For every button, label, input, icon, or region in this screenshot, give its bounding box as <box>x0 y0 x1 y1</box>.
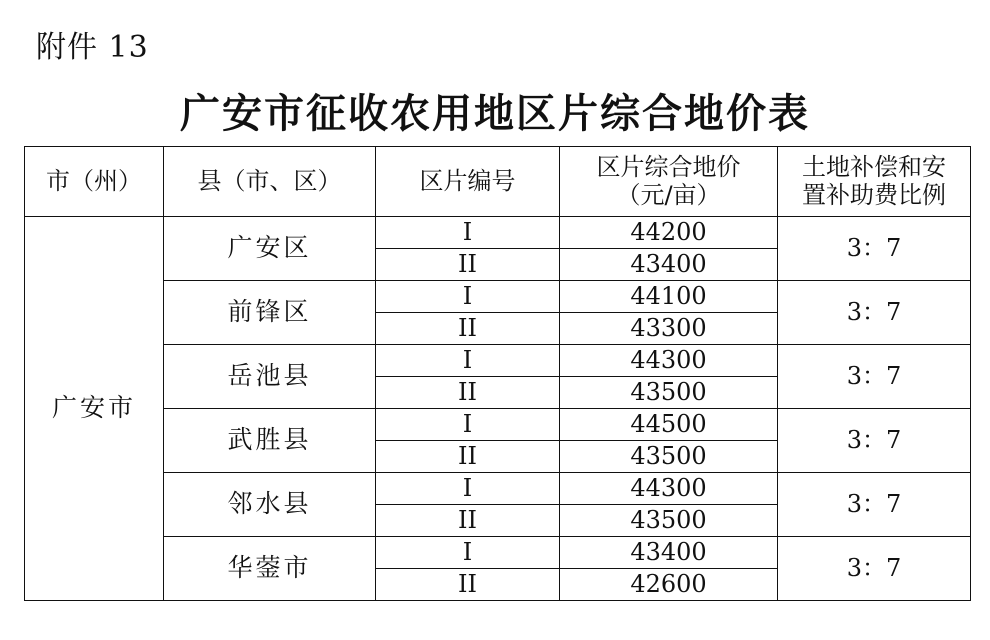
zone-cell: II <box>376 505 560 537</box>
table-row <box>25 281 971 313</box>
col-header-ratio-line1: 土地补偿和安 <box>802 152 946 181</box>
table-row <box>25 345 971 377</box>
table-row <box>25 537 971 569</box>
price-cell: 43500 <box>560 505 778 537</box>
price-cell: 44100 <box>560 281 778 313</box>
col-header-ratio-line2: 置补助费比例 <box>802 180 946 209</box>
ratio-cell: 3：7 <box>778 473 971 537</box>
ratio-cell: 3：7 <box>778 345 971 409</box>
col-header-price-line2: （元/亩） <box>616 180 721 209</box>
price-cell: 42600 <box>560 569 778 601</box>
city-cell: 广安市 <box>25 217 164 601</box>
county-cell: 邻水县 <box>164 473 376 537</box>
ratio-cell: 3：7 <box>778 409 971 473</box>
zone-cell: I <box>376 537 560 569</box>
zone-cell: I <box>376 409 560 441</box>
ratio-cell: 3：7 <box>778 537 971 601</box>
table-row <box>25 217 971 249</box>
col-header-price-line1: 区片综合地价 <box>596 152 741 181</box>
price-cell: 44300 <box>560 473 778 505</box>
zone-cell: I <box>376 217 560 249</box>
price-cell: 44300 <box>560 345 778 377</box>
price-cell: 43500 <box>560 377 778 409</box>
county-cell: 广安区 <box>164 217 376 281</box>
zone-cell: II <box>376 377 560 409</box>
county-cell: 华蓥市 <box>164 537 376 601</box>
table-row <box>25 409 971 441</box>
ratio-cell: 3：7 <box>778 281 971 345</box>
attachment-label: 附件 13 <box>36 30 149 65</box>
col-header-price <box>560 147 778 217</box>
price-cell: 43500 <box>560 441 778 473</box>
county-cell: 前锋区 <box>164 281 376 345</box>
col-header-zone: 区片编号 <box>376 147 560 217</box>
land-price-table <box>24 146 971 601</box>
table-header-row <box>25 147 971 217</box>
zone-cell: II <box>376 441 560 473</box>
price-cell: 43400 <box>560 537 778 569</box>
price-cell: 43300 <box>560 313 778 345</box>
county-cell: 武胜县 <box>164 409 376 473</box>
col-header-ratio <box>778 147 971 217</box>
table-row <box>25 473 971 505</box>
zone-cell: I <box>376 345 560 377</box>
price-cell: 44200 <box>560 217 778 249</box>
price-cell: 44500 <box>560 409 778 441</box>
ratio-cell: 3：7 <box>778 217 971 281</box>
zone-cell: I <box>376 281 560 313</box>
zone-cell: I <box>376 473 560 505</box>
zone-cell: II <box>376 313 560 345</box>
col-header-county: 县（市、区） <box>164 147 376 217</box>
zone-cell: II <box>376 569 560 601</box>
county-cell: 岳池县 <box>164 345 376 409</box>
zone-cell: II <box>376 249 560 281</box>
col-header-city: 市（州） <box>25 147 164 217</box>
page-title: 广安市征收农用地区片综合地价表 <box>180 90 810 137</box>
price-cell: 43400 <box>560 249 778 281</box>
